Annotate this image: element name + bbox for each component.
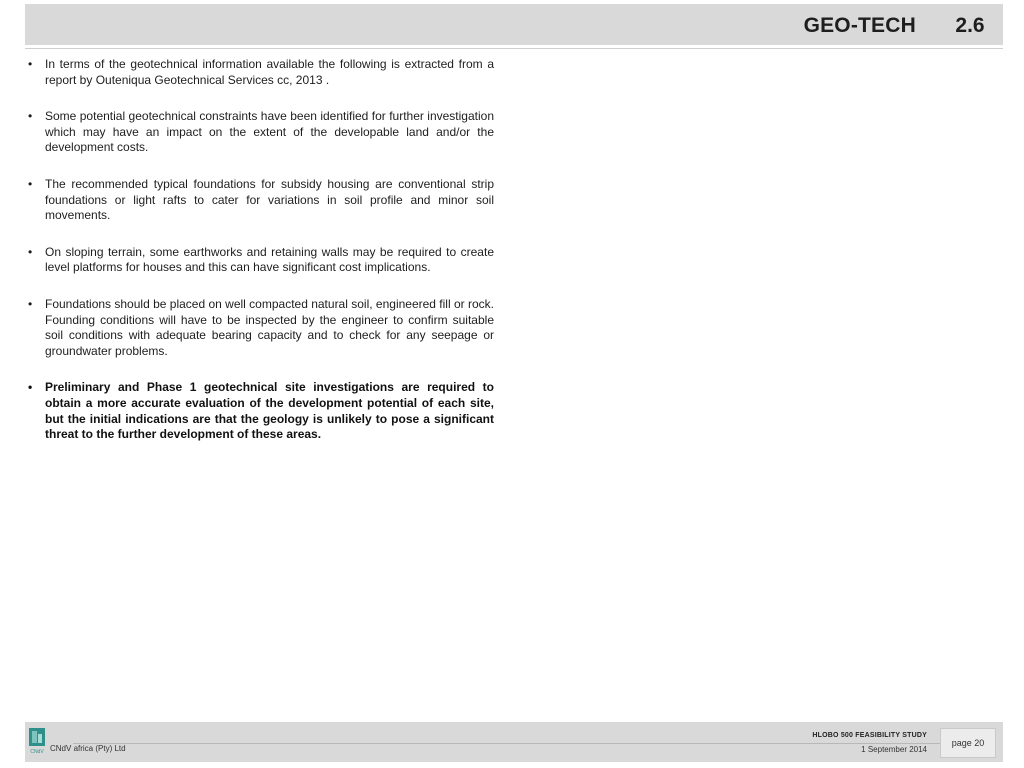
bullet-text: Foundations should be placed on well compacted natural soil, engineered fill or rock. Founding conditions will have to be inspected by the engineer to confirm suitable soil conditions with adequate bearing capacity and to check for any seepage or groundwater problems. <box>45 296 494 358</box>
bullet-item <box>28 109 494 156</box>
section-number: 2.6 <box>937 4 1003 45</box>
page-title: GEO-TECH <box>803 14 916 37</box>
footer-bar <box>25 722 1003 762</box>
company-logo-icon <box>28 727 46 755</box>
bullet-item <box>28 57 494 88</box>
bullet-item-bold <box>28 380 494 442</box>
bullet-icon: • <box>28 109 33 124</box>
page-number: page 20 <box>940 728 996 758</box>
header-rule <box>25 48 1003 49</box>
bullet-icon: • <box>28 380 33 395</box>
bullet-icon: • <box>28 244 33 259</box>
footer-rule <box>73 743 963 744</box>
bullet-text: Preliminary and Phase 1 geotechnical site investigations are required to obtain a more accurate evaluation of the development potential of each site, but the initial indications are that the geology is unlikely to pose a significant threat to the further development of these areas. <box>45 380 494 442</box>
study-date: 1 September 2014 <box>861 745 927 754</box>
study-title: HLOBO 500 FEASIBILITY STUDY <box>812 732 927 739</box>
bullet-list <box>28 57 494 464</box>
bullet-text: In terms of the geotechnical information available the following is extracted from a report by Outeniqua Geotechnical Services cc, 2013 . <box>45 57 494 87</box>
header-bar <box>25 4 1003 45</box>
bullet-icon: • <box>28 176 33 191</box>
bullet-item <box>28 297 494 359</box>
bullet-text: The recommended typical foundations for subsidy housing are conventional strip foundations or light rafts to cater for variations in soil profile and minor soil movements. <box>45 176 494 223</box>
bullet-icon: • <box>28 57 33 71</box>
company-name: CNdV africa (Pty) Ltd <box>50 744 126 753</box>
bullet-text: Some potential geotechnical constraints have been identified for further investigation which may have an impact on the extent of the developable land and/or the development costs. <box>45 109 494 155</box>
logo-text: CNdV <box>30 749 44 755</box>
bullet-icon: • <box>28 296 33 311</box>
bullet-item <box>28 245 494 276</box>
bullet-text: On sloping terrain, some earthworks and retaining walls may be required to create level platforms for houses and this can have significant cost implications. <box>45 244 494 275</box>
bullet-item <box>28 177 494 224</box>
